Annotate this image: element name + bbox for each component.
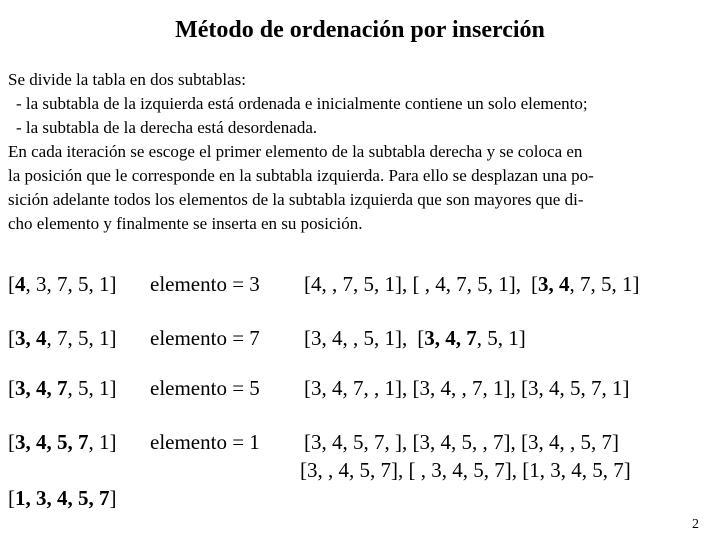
element-label: elemento = 7 — [150, 326, 260, 350]
unsorted-part: , 5, 1] — [67, 376, 117, 400]
insertion-steps: [3, 4, 5, 7, ], [3, 4, 5, , 7], [3, 4, , 5, 7] — [304, 430, 619, 454]
page-number: 2 — [692, 517, 699, 532]
current-array: [3, 4, 5, 7, 1] — [8, 430, 117, 454]
step-sequence: [3, 4, , 5, 1], — [304, 326, 408, 350]
sorted-part: 4 — [15, 272, 26, 296]
element-label: elemento = 1 — [150, 430, 260, 454]
current-array: [3, 4, 7, 5, 1] — [8, 326, 117, 350]
intro-line: sición adelante todos los elementos de la subtabla izquierda que son mayores que di- — [8, 190, 584, 209]
intro-line: la posición que le corresponde en la subtabla izquierda. Para ello se desplazan una po- — [8, 166, 594, 185]
final-array: [1, 3, 4, 5, 7] — [8, 486, 117, 510]
step-sequence: [4, , 7, 5, 1], [ , 4, 7, 5, 1], — [304, 272, 521, 296]
element-label: elemento = 3 — [150, 272, 260, 296]
final-sorted: 1, 3, 4, 5, 7 — [15, 486, 110, 510]
insertion-steps: [3, , 4, 5, 7], [ , 3, 4, 5, 7], [1, 3, 4, 5, 7] — [300, 458, 631, 482]
unsorted-part: , 1] — [88, 430, 117, 454]
result-sorted-part: 3, 4 — [537, 272, 570, 296]
current-array: [3, 4, 7, 5, 1] — [8, 376, 117, 400]
result-unsorted-part: , 5, 1] — [476, 326, 526, 350]
element-label: elemento = 5 — [150, 376, 260, 400]
intro-line: En cada iteración se escoge el primer elemento de la subtabla derecha y se coloca en — [8, 142, 583, 161]
intro-bullet: - la subtabla de la derecha está desordenada. — [16, 118, 318, 137]
intro-bullet: - la subtabla de la izquierda está ordenada e inicialmente contiene un solo elemento; — [16, 94, 588, 113]
sorted-part: 3, 4 — [15, 326, 47, 350]
insertion-steps: [4, , 7, 5, 1], [ , 4, 7, 5, 1], [3, 4, 7, 5, 1] — [304, 272, 640, 296]
unsorted-part: , 7, 5, 1] — [46, 326, 117, 350]
intro-line: Se divide la tabla en dos subtablas: — [8, 70, 246, 89]
sorted-part: 3, 4, 5, 7 — [15, 430, 89, 454]
sorted-part: 3, 4, 7 — [15, 376, 68, 400]
intro-line: cho elemento y finalmente se inserta en su posición. — [8, 214, 363, 233]
result-sorted-part: 3, 4, 7 — [424, 326, 477, 350]
page-title: Método de ordenación por inserción — [175, 17, 545, 43]
current-array: [4, 3, 7, 5, 1] — [8, 272, 117, 296]
insertion-steps: [3, 4, 7, , 1], [3, 4, , 7, 1], [3, 4, 5, 7, 1] — [304, 376, 630, 400]
intro-paragraph — [8, 68, 708, 236]
insertion-steps: [3, 4, , 5, 1], [3, 4, 7, 5, 1] — [304, 326, 526, 350]
unsorted-part: , 3, 7, 5, 1] — [25, 272, 117, 296]
result-unsorted-part: , 7, 5, 1] — [569, 272, 640, 296]
